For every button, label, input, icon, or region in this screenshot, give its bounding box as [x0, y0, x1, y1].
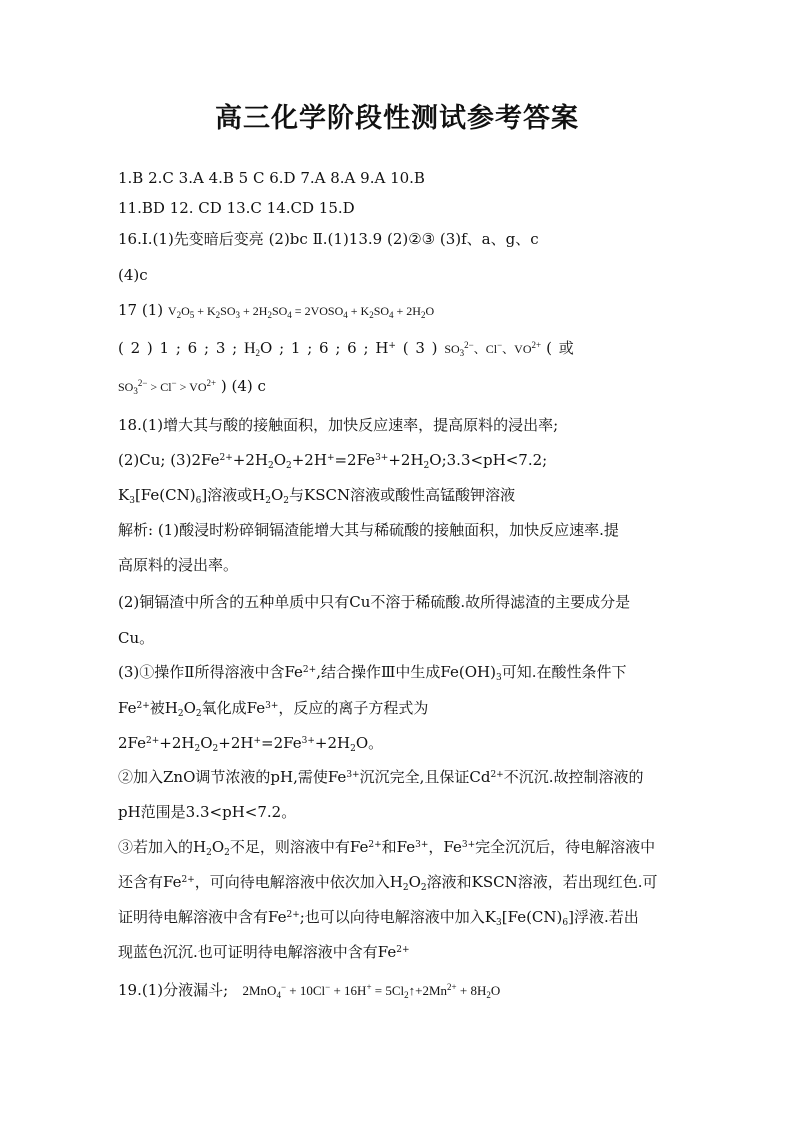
text: +2H [291, 451, 327, 469]
eq-sub: 2 [423, 461, 430, 471]
q18-analysis-9: pH范围是3.3<pH<7.2。 [118, 803, 297, 821]
text: 不沉沉.故控制溶液的 [503, 768, 644, 786]
text: 溶液和KSCN溶液，若出现红色.可 [426, 873, 658, 891]
eq-sup: 2+ [206, 378, 217, 388]
q18-analysis-2: 高原料的浸出率。 [118, 556, 239, 574]
eq-sub: 3 [133, 386, 138, 396]
eq-sup: 2+ [302, 665, 317, 675]
eq-sup: 2+ [146, 736, 160, 746]
text: +2H [218, 734, 254, 752]
q18-analysis-11 [118, 872, 657, 892]
eq-part: > Cl [150, 380, 172, 394]
eq-part: ↑+2Mn [408, 983, 448, 998]
eq-sup: 2+ [447, 982, 457, 992]
q17-p2-rest: O ; 1 ; 6 ; 6 ; H [260, 339, 389, 357]
eq-sup: − [280, 982, 287, 992]
eq-part: H [243, 340, 256, 357]
q18-analysis-10 [118, 837, 655, 857]
q17-prefix: 17 (1) [118, 301, 164, 319]
eq-part: O [181, 304, 190, 318]
eq-sub: 2 [404, 990, 409, 1000]
text: ，Fe [428, 838, 462, 856]
q18-analysis-8 [118, 767, 644, 787]
q17-line3-end: ) (4) c [220, 377, 266, 395]
q18-line-3 [118, 485, 515, 505]
q18-analysis-5 [118, 662, 627, 682]
eq-sub: 4 [389, 310, 394, 320]
text: O [200, 734, 213, 752]
text: +2H [388, 451, 424, 469]
eq-part: SO [118, 380, 134, 394]
eq-sub: 2 [255, 348, 261, 358]
eq-sub: 2 [369, 310, 374, 320]
eq-sup: 3+ [415, 840, 429, 850]
eq-sup: + [253, 736, 262, 746]
text: O [211, 838, 225, 856]
q18-line-2 [118, 450, 547, 470]
text: K [118, 486, 130, 504]
eq-sub: 2 [267, 461, 274, 471]
text: O [270, 486, 284, 504]
eq-part: + K [197, 304, 216, 318]
text: 可知.在酸性条件下 [501, 663, 627, 681]
q18-line-1: 18.(1)增大其与酸的接触面积，加快反应速率，提高原料的浸出率; [118, 416, 559, 434]
text: Fe [118, 699, 137, 717]
text: 2Fe [118, 734, 147, 752]
eq-sub: 5 [189, 310, 195, 320]
q16-line-2: (4)c [118, 266, 148, 284]
eq-sub: 3 [459, 348, 465, 358]
eq-part: = 5Cl [374, 983, 405, 998]
eq-sub: 3 [235, 310, 241, 320]
q19-line-1 [118, 980, 500, 1001]
text: ，可向待电解溶液中依次加入H [194, 873, 403, 891]
text: 和Fe [381, 838, 416, 856]
eq-sub: 2 [283, 496, 290, 506]
eq-part: + 16H [333, 983, 367, 998]
eq-sub: 2 [212, 744, 219, 754]
eq-sup: 2− [464, 340, 474, 350]
eq-sup: 2+ [531, 340, 542, 350]
eq-sub: 2 [265, 496, 271, 506]
eq-sup: + [366, 982, 372, 992]
text: +2H [232, 451, 268, 469]
eq-sub: 2 [195, 709, 202, 719]
text: 证明待电解溶液中含有Fe [118, 908, 287, 926]
eq-sup: − [497, 340, 503, 350]
q18-analysis-4: Cu。 [118, 629, 155, 647]
eq-sup: 2+ [219, 453, 233, 463]
eq-sub: 2 [177, 709, 184, 719]
eq-sup: 2+ [368, 840, 382, 850]
text: (2)Cu; (3)2Fe [118, 451, 220, 469]
eq-sup: 2+ [490, 770, 504, 780]
text: 与KSCN溶液或酸性高锰酸钾溶液 [289, 486, 516, 504]
eq-sup: 2+ [181, 875, 195, 885]
eq-sub: 4 [276, 990, 281, 1000]
eq-sub: 6 [195, 496, 202, 506]
eq-sup: 3+ [346, 770, 360, 780]
eq-sup: 3+ [375, 453, 389, 463]
eq-sup: 2+ [286, 910, 300, 920]
eq-sup: + [326, 453, 335, 463]
q18-analysis-12 [118, 907, 639, 927]
q17-part2 [118, 338, 574, 359]
eq-sub: 2 [420, 310, 426, 320]
text: (3)①操作Ⅱ所得溶液中含Fe [118, 663, 303, 681]
eq-sub: 2 [486, 990, 491, 1000]
text: +2H [159, 734, 195, 752]
text: +2H [314, 734, 351, 752]
eq-sup: 3+ [301, 736, 315, 746]
eq-sub: 2 [206, 848, 212, 858]
q17-formula [168, 304, 434, 318]
eq-sup: 3+ [265, 701, 279, 711]
eq-sub: 2 [350, 744, 356, 754]
text: O [408, 873, 421, 891]
eq-sub: 2 [286, 461, 292, 471]
q18-analysis-13 [118, 942, 410, 962]
text: 不足，则溶液中有Fe [229, 838, 369, 856]
eq-sub: 3 [129, 496, 135, 506]
text: ③若加入的H [118, 838, 207, 856]
q16-line-1: 16.Ⅰ.(1)先变暗后变亮 (2)bc Ⅱ.(1)13.9 (2)②③ (3)f、a、g、c [118, 230, 539, 248]
eq-part: > VO [179, 380, 207, 394]
text: ,结合操作Ⅲ中生成Fe(OH) [316, 663, 496, 681]
text: 还含有Fe [118, 873, 182, 891]
eq-part: SO [444, 342, 460, 356]
eq-sup: 2− [137, 378, 148, 388]
text: 现蓝色沉沉.也可证明待电解溶液中含有Fe [118, 943, 397, 961]
eq-sub: 3 [495, 673, 502, 683]
text: ，反应的离子方程式为 [278, 699, 429, 717]
eq-sub: 2 [402, 883, 409, 893]
q17-line-3 [118, 376, 266, 397]
eq-sup: + [388, 341, 396, 351]
eq-sub: 2 [176, 310, 182, 320]
eq-part: 、Cl [473, 342, 498, 356]
eq-sub: 2 [420, 883, 427, 893]
eq-sup: 2+ [396, 945, 410, 955]
text: ]溶液或H [201, 486, 266, 504]
text: ]浮液.若出 [568, 908, 639, 926]
text: [Fe(CN) [134, 486, 196, 504]
text: 完全沉沉后，待电解溶液中 [475, 838, 656, 856]
text: O [273, 451, 286, 469]
eq-part: + 10Cl [289, 983, 326, 998]
eq-part: V [167, 304, 177, 318]
eq-sub: 6 [562, 918, 569, 928]
eq-sub: 2 [224, 848, 230, 858]
eq-sub: 3 [496, 918, 502, 928]
eq-sub: 2 [215, 310, 221, 320]
q18-analysis-1: 解析: (1)酸浸时粉碎铜镉渣能增大其与稀硫酸的接触面积，加快反应速率.提 [118, 521, 619, 539]
q18-analysis-6 [118, 698, 428, 718]
text: ②加入ZnO调节浓液的pH,需使Fe [118, 768, 347, 786]
q18-analysis-3: (2)铜镉渣中所含的五种单质中只有Cu不溶于稀硫酸.故所得滤渣的主要成分是 [118, 593, 631, 611]
text: ;也可以向待电解溶液中加入K [299, 908, 497, 926]
eq-sup: 3+ [461, 840, 476, 850]
eq-part: + K [350, 304, 370, 318]
eq-sup: − [325, 982, 331, 992]
eq-sup: 2+ [136, 701, 150, 711]
text: O;3.3<pH<7.2; [429, 451, 548, 469]
eq-sup: − [171, 378, 177, 388]
answers-line-2: 11.BD 12. CD 13.C 14.CD 15.D [118, 199, 355, 217]
answers-line-1: 1.B 2.C 3.A 4.B 5 C 6.D 7.A 8.A 9.A 10.B [118, 169, 425, 187]
eq-part: SO [373, 304, 390, 318]
q19-equation [242, 983, 500, 998]
text: =2Fe [334, 451, 376, 469]
text: O。 [355, 734, 384, 752]
text: 氧化成Fe [201, 699, 266, 717]
q18-analysis-7 [118, 733, 383, 753]
eq-sub: 4 [287, 310, 292, 320]
page-title: 高三化学阶段性测试参考答案 [215, 103, 579, 134]
text: [Fe(CN) [501, 908, 563, 926]
text: 沉沉完全,且保证Cd [359, 768, 491, 786]
eq-part: + 2H [396, 304, 421, 318]
eq-part: = 2VOSO [294, 304, 344, 318]
q17-equation [118, 300, 434, 321]
q17-ions [444, 342, 546, 356]
eq-part: SO [271, 304, 288, 318]
eq-sub: 2 [267, 310, 272, 320]
text: =2Fe [261, 734, 302, 752]
eq-part: SO [220, 304, 236, 318]
q19-prefix: 19.(1)分液漏斗; [118, 981, 229, 999]
eq-part: + 2H [243, 304, 268, 318]
text: 被H [149, 699, 178, 717]
q17-or: ( 或 [546, 339, 574, 357]
eq-part: O [490, 983, 501, 998]
eq-sub: 4 [343, 310, 348, 320]
eq-part: O [425, 304, 435, 318]
eq-sub: 2 [194, 744, 201, 754]
q17-p3-text: ( 3 ) [402, 339, 438, 357]
text: O [183, 699, 196, 717]
eq-part: 2MnO [242, 983, 277, 998]
eq-part: + 8H [459, 983, 487, 998]
q17-p2-text: ( 2 ) 1 ; 6 ; 3 ; [118, 339, 238, 357]
eq-part: 、VO [502, 342, 532, 356]
